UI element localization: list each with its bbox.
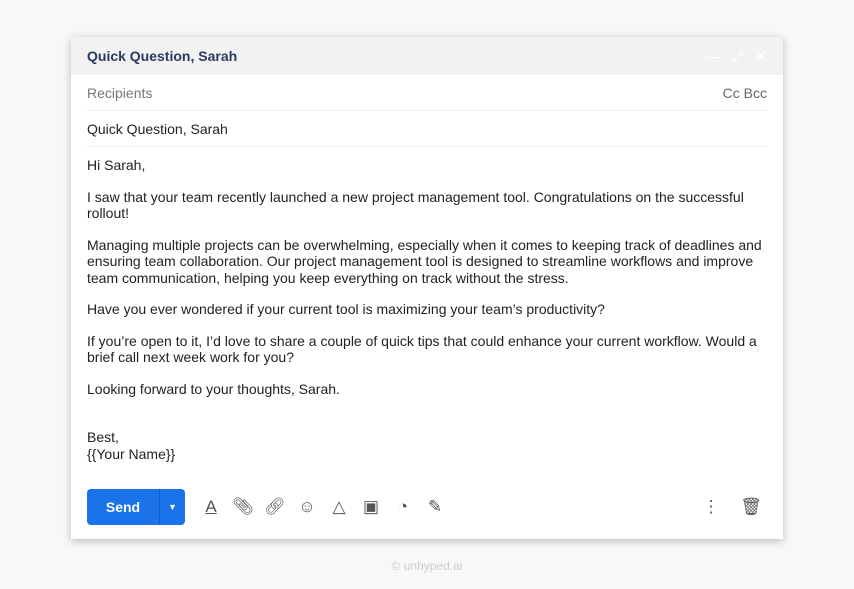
attach-icon[interactable]: 📎︎ <box>232 497 254 516</box>
more-options-icon[interactable]: ⋮ <box>702 497 720 516</box>
compose-header <box>71 37 783 75</box>
body-paragraph: Managing multiple projects can be overwhelming, especially when it comes to keeping track of deadlines and ensuring team collaboration. Our project management tool is designed to streamline workflows and improve team communication, helping you keep everything on track without the stress. <box>87 236 762 286</box>
trash-icon[interactable]: 🗑︎ <box>740 497 762 516</box>
signature-pen-icon[interactable]: ✎ <box>427 497 443 516</box>
emoji-icon[interactable]: ☺ <box>298 497 316 516</box>
formatting-icon[interactable]: A <box>205 497 217 516</box>
body-paragraph: Hi Sarah, <box>87 157 146 173</box>
confidential-mode-icon[interactable]: ◔ <box>397 497 409 516</box>
compose-window <box>71 37 783 539</box>
cc-bcc-link[interactable]: Cc Bcc <box>722 84 767 101</box>
compose-toolbar <box>87 489 767 525</box>
send-options-dropdown[interactable]: ▼ <box>159 489 185 525</box>
body-paragraph: Have you ever wondered if your current tool is maximizing your team’s productivity? <box>87 301 605 317</box>
send-button[interactable]: Send <box>105 499 141 515</box>
window-title: Quick Question, Sarah <box>87 48 238 64</box>
photo-icon[interactable]: ▣ <box>362 497 380 516</box>
body-paragraph: If you’re open to it, I’d love to share a couple of quick tips that could enhance your current workflow. Would a brief call next week work for you? <box>87 332 757 365</box>
expand-icon[interactable]: ⤢ <box>732 47 744 64</box>
close-icon[interactable]: ✕ <box>755 47 767 64</box>
signature: {{Your Name}} <box>87 445 176 462</box>
subject-field[interactable]: Quick Question, Sarah <box>87 120 228 137</box>
body-paragraph: I saw that your team recently launched a new project management tool. Congratulations on the successful rollout! <box>87 188 744 221</box>
link-icon[interactable]: 🔗︎ <box>264 497 286 516</box>
recipients-field[interactable]: Recipients <box>87 84 153 101</box>
message-body[interactable] <box>71 147 783 472</box>
body-paragraph: Looking forward to your thoughts, Sarah. <box>87 380 340 397</box>
drive-icon[interactable]: △ <box>332 497 346 516</box>
signoff: Best, <box>87 429 119 445</box>
footer-credit: © unhyped.ai <box>391 559 463 573</box>
minimize-icon[interactable]: — <box>706 47 721 64</box>
